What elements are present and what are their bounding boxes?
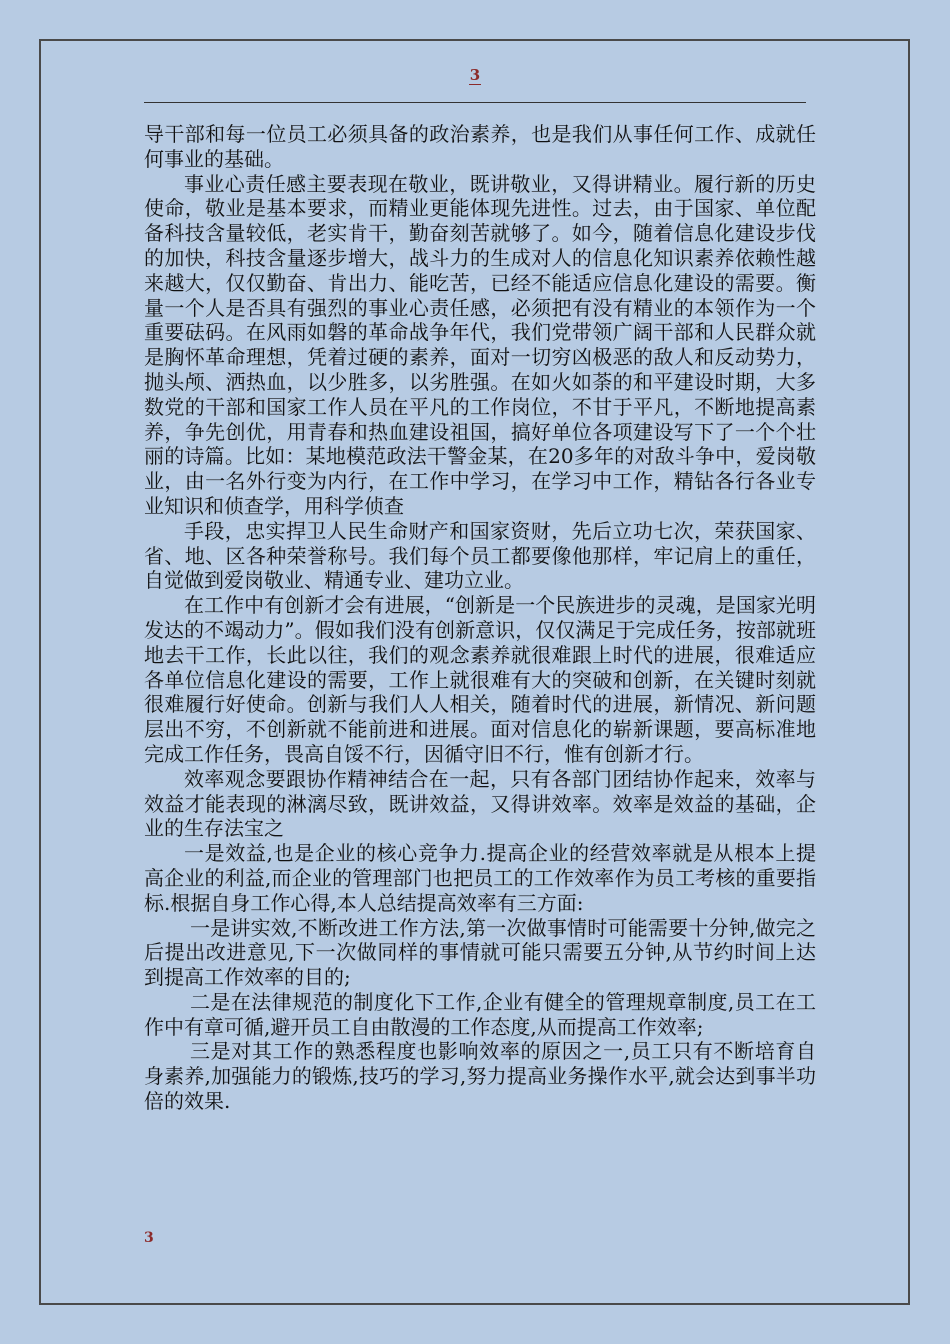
- paragraph: 在工作中有创新才会有进展，“创新是一个民族进步的灵魂，是国家光明发达的不竭动力”。假如我们没有创新意识，仅仅满足于完成任务，按部就班地去干工作，长此以往，我们的观念素养就很难跟上时代的进展，很难适应各单位信息化建设的需要，工作上就很难有大的突破和创新，在关键时刻就很难履行好使命。创新与我们人人相关，随着时代的进展，新情况、新问题层出不穷，不创新就不能前进和进展。面对信息化的崭新课题，要高标准地完成工作任务，畏高自馁不行，因循守旧不行，惟有创新才行。: [144, 593, 816, 766]
- paragraph: 导干部和每一位员工必须具备的政治素养，也是我们从事任何工作、成就任何事业的基础。: [144, 122, 816, 171]
- paragraph: 手段，忠实捍卫人民生命财产和国家资财，先后立功七次，荣获国家、省、地、区各种荣誉称号。我们每个员工都要像他那样，牢记肩上的重任，自觉做到爱岗敬业、精通专业、建功立业。: [144, 518, 816, 593]
- paragraph: 效率观念要跟协作精神结合在一起，只有各部门团结协作起来，效率与效益才能表现的淋漓尽致，既讲效益，又得讲效率。效率是效益的基础，企业的生存法宝之: [144, 766, 816, 841]
- paragraph: 二是在法律规范的制度化下工作,企业有健全的管理规章制度,员工在工作中有章可循,避开员工自由散漫的工作态度,从而提高工作效率;: [144, 989, 816, 1039]
- paragraph: 事业心责任感主要表现在敬业，既讲敬业，又得讲精业。履行新的历史使命，敬业是基本要求，而精业更能体现先进性。过去，由于国家、单位配备科技含量较低，老实肯干，勤奋刻苦就够了。如今，随着信息化建设步伐的加快，科技含量逐步增大，战斗力的生成对人的信息化知识素养依赖性越来越大，仅仅勤奋、肯出力、能吃苦，已经不能适应信息化建设的需要。衡量一个人是否具有强烈的事业心责任感，必须把有没有精业的本领作为一个重要砝码。在风雨如磐的革命战争年代，我们党带领广阔干部和人民群众就是胸怀革命理想，凭着过硬的素养，面对一切穷凶极恶的敌人和反动势力，抛头颅、洒热血，以少胜多，以劣胜强。在如火如荼的和平建设时期，大多数党的干部和国家工作人员在平凡的工作岗位，不甘于平凡，不断地提高素养，争先创优，用青春和热血建设祖国，搞好单位各项建设写下了一个个壮丽的诗篇。比如：某地模范政法干警金某，在20多年的对敌斗争中，爱岗敬业，由一名外行变为内行，在工作中学习，在学习中工作，精钻各行各业专业知识和侦查学，用科学侦查: [144, 171, 816, 518]
- paragraph: 一是效益,也是企业的核心竞争力.提高企业的经营效率就是从根本上提高企业的利益,而企业的管理部门也把员工的工作效率作为员工考核的重要指标.根据自身工作心得,本人总结提高效率有三方面:: [144, 841, 816, 915]
- paragraph: 三是对其工作的熟悉程度也影响效率的原因之一,员工只有不断培育自身素养,加强能力的锻炼,技巧的学习,努力提高业务操作水平,就会达到事半功倍的效果.: [144, 1039, 816, 1114]
- paragraph: 一是讲实效,不断改进工作方法,第一次做事情时可能需要十分钟,做完之后提出改进意见,下一次做同样的事情就可能只需要五分钟,从节约时间上达到提高工作效率的目的;: [144, 915, 816, 990]
- footer-page-number: 3: [144, 1230, 154, 1246]
- document-body: [144, 122, 816, 1114]
- header-divider: [144, 102, 806, 103]
- header-page-number: 3: [469, 66, 481, 84]
